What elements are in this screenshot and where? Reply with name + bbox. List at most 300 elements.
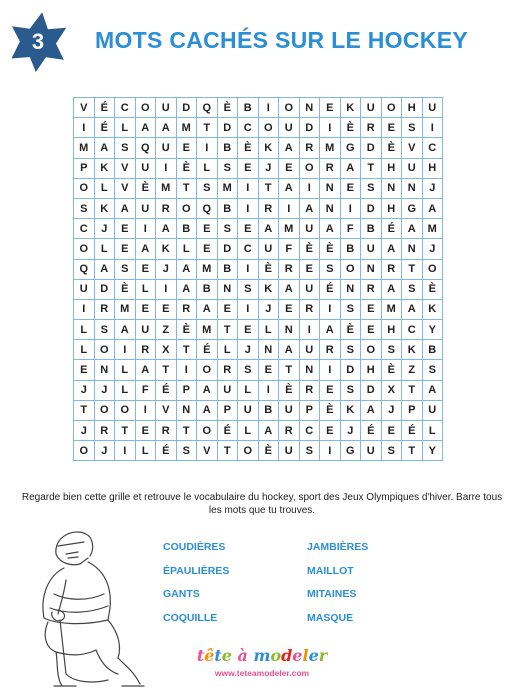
grid-cell[interactable]: I	[238, 299, 259, 319]
grid-cell[interactable]: Y	[422, 320, 443, 340]
grid-cell[interactable]: I	[115, 441, 136, 461]
grid-cell[interactable]: R	[94, 421, 115, 441]
grid-cell[interactable]: P	[217, 400, 238, 420]
grid-cell[interactable]: O	[238, 441, 259, 461]
grid-cell[interactable]: A	[135, 118, 156, 138]
grid-cell[interactable]: I	[115, 340, 136, 360]
grid-cell[interactable]: O	[74, 178, 95, 198]
grid-cell[interactable]: B	[422, 340, 443, 360]
grid-cell[interactable]: X	[156, 340, 177, 360]
grid-cell[interactable]: U	[156, 98, 177, 118]
grid-cell[interactable]: I	[135, 400, 156, 420]
grid-cell[interactable]: S	[381, 340, 402, 360]
grid-cell[interactable]: C	[402, 320, 423, 340]
grid-cell[interactable]: E	[381, 118, 402, 138]
grid-cell[interactable]: L	[258, 320, 279, 340]
grid-cell[interactable]: O	[197, 360, 218, 380]
grid-cell[interactable]: I	[74, 118, 95, 138]
grid-cell[interactable]: A	[258, 421, 279, 441]
grid-cell[interactable]: I	[156, 158, 177, 178]
grid-cell[interactable]: C	[74, 219, 95, 239]
grid-cell[interactable]: E	[320, 98, 341, 118]
grid-cell[interactable]: E	[320, 421, 341, 441]
grid-cell[interactable]: J	[94, 441, 115, 461]
grid-cell[interactable]: È	[381, 360, 402, 380]
grid-cell[interactable]: E	[135, 421, 156, 441]
grid-cell[interactable]: P	[402, 400, 423, 420]
grid-cell[interactable]: L	[115, 360, 136, 380]
grid-cell[interactable]: L	[115, 380, 136, 400]
grid-cell[interactable]: B	[197, 279, 218, 299]
grid-cell[interactable]: A	[115, 320, 136, 340]
grid-cell[interactable]: A	[381, 279, 402, 299]
grid-cell[interactable]: L	[74, 340, 95, 360]
grid-cell[interactable]: É	[320, 279, 341, 299]
grid-cell[interactable]: E	[320, 380, 341, 400]
grid-cell[interactable]: A	[320, 320, 341, 340]
grid-cell[interactable]: B	[361, 219, 382, 239]
grid-cell[interactable]: B	[217, 138, 238, 158]
grid-cell[interactable]: E	[135, 299, 156, 319]
grid-cell[interactable]: T	[176, 178, 197, 198]
grid-cell[interactable]: J	[381, 400, 402, 420]
grid-cell[interactable]: O	[115, 400, 136, 420]
grid-cell[interactable]: U	[422, 98, 443, 118]
grid-cell[interactable]: S	[176, 441, 197, 461]
grid-cell[interactable]: L	[135, 441, 156, 461]
grid-cell[interactable]: I	[422, 118, 443, 138]
grid-cell[interactable]: R	[299, 299, 320, 319]
grid-cell[interactable]: N	[217, 279, 238, 299]
grid-cell[interactable]: N	[381, 178, 402, 198]
grid-cell[interactable]: O	[422, 259, 443, 279]
grid-cell[interactable]: R	[361, 279, 382, 299]
grid-cell[interactable]: I	[320, 118, 341, 138]
grid-cell[interactable]: M	[74, 138, 95, 158]
grid-cell[interactable]: L	[74, 320, 95, 340]
grid-cell[interactable]: D	[299, 118, 320, 138]
grid-cell[interactable]: M	[279, 219, 300, 239]
grid-cell[interactable]: B	[217, 198, 238, 218]
grid-cell[interactable]: U	[279, 118, 300, 138]
grid-cell[interactable]: S	[197, 178, 218, 198]
grid-cell[interactable]: R	[320, 158, 341, 178]
grid-cell[interactable]: A	[279, 178, 300, 198]
grid-cell[interactable]: A	[156, 118, 177, 138]
grid-cell[interactable]: T	[74, 400, 95, 420]
grid-cell[interactable]: E	[238, 158, 259, 178]
grid-cell[interactable]: E	[238, 219, 259, 239]
grid-cell[interactable]: K	[258, 138, 279, 158]
grid-cell[interactable]: Y	[422, 441, 443, 461]
grid-cell[interactable]: É	[94, 98, 115, 118]
grid-cell[interactable]: G	[402, 198, 423, 218]
grid-cell[interactable]: I	[299, 320, 320, 340]
grid-cell[interactable]: A	[422, 380, 443, 400]
grid-cell[interactable]: É	[217, 421, 238, 441]
grid-cell[interactable]: I	[320, 441, 341, 461]
grid-cell[interactable]: J	[422, 178, 443, 198]
grid-cell[interactable]: T	[115, 421, 136, 441]
grid-cell[interactable]: A	[197, 299, 218, 319]
grid-cell[interactable]: T	[156, 360, 177, 380]
grid-cell[interactable]: U	[279, 441, 300, 461]
grid-cell[interactable]: H	[422, 158, 443, 178]
grid-cell[interactable]: V	[74, 98, 95, 118]
grid-cell[interactable]: T	[402, 259, 423, 279]
grid-cell[interactable]: S	[402, 279, 423, 299]
grid-cell[interactable]: N	[299, 98, 320, 118]
grid-cell[interactable]: R	[258, 198, 279, 218]
grid-cell[interactable]: J	[94, 219, 115, 239]
grid-cell[interactable]: È	[176, 158, 197, 178]
grid-cell[interactable]: È	[299, 239, 320, 259]
grid-cell[interactable]: N	[320, 178, 341, 198]
grid-cell[interactable]: U	[279, 400, 300, 420]
grid-cell[interactable]: J	[258, 158, 279, 178]
grid-cell[interactable]: H	[381, 198, 402, 218]
grid-cell[interactable]: M	[115, 299, 136, 319]
grid-cell[interactable]: E	[197, 239, 218, 259]
grid-cell[interactable]: T	[197, 118, 218, 138]
grid-cell[interactable]: E	[340, 178, 361, 198]
grid-cell[interactable]: N	[279, 320, 300, 340]
grid-cell[interactable]: I	[197, 138, 218, 158]
grid-cell[interactable]: U	[135, 158, 156, 178]
grid-cell[interactable]: É	[197, 340, 218, 360]
grid-cell[interactable]: S	[340, 340, 361, 360]
grid-cell[interactable]: É	[156, 380, 177, 400]
grid-cell[interactable]: R	[176, 299, 197, 319]
grid-cell[interactable]: Z	[156, 320, 177, 340]
grid-cell[interactable]: È	[381, 138, 402, 158]
grid-cell[interactable]: E	[279, 299, 300, 319]
grid-cell[interactable]: R	[381, 259, 402, 279]
grid-cell[interactable]: E	[361, 320, 382, 340]
grid-cell[interactable]: L	[94, 239, 115, 259]
grid-cell[interactable]: Q	[74, 259, 95, 279]
grid-cell[interactable]: A	[279, 340, 300, 360]
grid-cell[interactable]: D	[217, 239, 238, 259]
grid-cell[interactable]: E	[238, 320, 259, 340]
grid-cell[interactable]: V	[197, 441, 218, 461]
grid-cell[interactable]: É	[94, 118, 115, 138]
grid-cell[interactable]: È	[320, 239, 341, 259]
grid-cell[interactable]: A	[135, 239, 156, 259]
grid-cell[interactable]: R	[279, 259, 300, 279]
grid-cell[interactable]: U	[422, 400, 443, 420]
grid-cell[interactable]: A	[340, 158, 361, 178]
grid-cell[interactable]: V	[156, 400, 177, 420]
grid-cell[interactable]: T	[176, 421, 197, 441]
grid-cell[interactable]: G	[340, 441, 361, 461]
grid-cell[interactable]: E	[115, 239, 136, 259]
grid-cell[interactable]: A	[94, 259, 115, 279]
grid-cell[interactable]: É	[402, 421, 423, 441]
grid-cell[interactable]: K	[340, 400, 361, 420]
grid-cell[interactable]: S	[74, 198, 95, 218]
grid-cell[interactable]: I	[320, 360, 341, 380]
grid-cell[interactable]: C	[422, 138, 443, 158]
grid-cell[interactable]: S	[217, 219, 238, 239]
grid-cell[interactable]: D	[94, 279, 115, 299]
grid-cell[interactable]: I	[238, 259, 259, 279]
grid-cell[interactable]: N	[340, 279, 361, 299]
grid-cell[interactable]: T	[361, 158, 382, 178]
grid-cell[interactable]: È	[258, 259, 279, 279]
grid-cell[interactable]: O	[340, 259, 361, 279]
grid-cell[interactable]: I	[238, 178, 259, 198]
grid-cell[interactable]: R	[361, 118, 382, 138]
grid-cell[interactable]: A	[320, 219, 341, 239]
grid-cell[interactable]: I	[340, 198, 361, 218]
grid-cell[interactable]: O	[258, 118, 279, 138]
grid-cell[interactable]: È	[340, 320, 361, 340]
grid-cell[interactable]: È	[340, 118, 361, 138]
grid-cell[interactable]: N	[299, 360, 320, 380]
grid-cell[interactable]: A	[176, 259, 197, 279]
grid-cell[interactable]: N	[320, 198, 341, 218]
grid-cell[interactable]: O	[299, 158, 320, 178]
grid-cell[interactable]: B	[238, 98, 259, 118]
grid-cell[interactable]: N	[176, 400, 197, 420]
grid-cell[interactable]: R	[320, 340, 341, 360]
grid-cell[interactable]: L	[238, 421, 259, 441]
grid-cell[interactable]: D	[176, 98, 197, 118]
grid-cell[interactable]: U	[299, 219, 320, 239]
grid-cell[interactable]: O	[135, 98, 156, 118]
grid-cell[interactable]: S	[381, 441, 402, 461]
grid-cell[interactable]: Z	[402, 360, 423, 380]
grid-cell[interactable]: L	[176, 239, 197, 259]
grid-cell[interactable]: O	[74, 239, 95, 259]
grid-cell[interactable]: A	[279, 138, 300, 158]
grid-cell[interactable]: O	[74, 441, 95, 461]
grid-cell[interactable]: É	[381, 219, 402, 239]
grid-cell[interactable]: L	[422, 421, 443, 441]
grid-cell[interactable]: N	[94, 360, 115, 380]
grid-cell[interactable]: È	[135, 178, 156, 198]
grid-cell[interactable]: B	[217, 259, 238, 279]
grid-cell[interactable]: H	[381, 320, 402, 340]
grid-cell[interactable]: C	[115, 98, 136, 118]
grid-cell[interactable]: A	[299, 198, 320, 218]
grid-cell[interactable]: A	[422, 198, 443, 218]
grid-cell[interactable]: M	[320, 138, 341, 158]
grid-cell[interactable]: S	[238, 360, 259, 380]
grid-cell[interactable]: U	[156, 138, 177, 158]
grid-cell[interactable]: O	[279, 98, 300, 118]
grid-cell[interactable]: T	[217, 320, 238, 340]
grid-cell[interactable]: È	[176, 320, 197, 340]
grid-cell[interactable]: K	[94, 158, 115, 178]
grid-cell[interactable]: Q	[197, 198, 218, 218]
grid-cell[interactable]: R	[94, 299, 115, 319]
grid-cell[interactable]: H	[381, 158, 402, 178]
grid-cell[interactable]: A	[197, 400, 218, 420]
grid-cell[interactable]: O	[361, 340, 382, 360]
grid-cell[interactable]: É	[361, 421, 382, 441]
grid-cell[interactable]: È	[217, 98, 238, 118]
grid-cell[interactable]: È	[320, 400, 341, 420]
grid-cell[interactable]: V	[115, 178, 136, 198]
grid-cell[interactable]: I	[156, 279, 177, 299]
grid-cell[interactable]: K	[156, 239, 177, 259]
grid-cell[interactable]: B	[340, 239, 361, 259]
grid-cell[interactable]: A	[115, 198, 136, 218]
grid-cell[interactable]: L	[197, 158, 218, 178]
grid-cell[interactable]: P	[299, 400, 320, 420]
grid-cell[interactable]: N	[402, 239, 423, 259]
grid-cell[interactable]: K	[340, 98, 361, 118]
grid-cell[interactable]: L	[238, 380, 259, 400]
grid-cell[interactable]: S	[361, 178, 382, 198]
grid-cell[interactable]: A	[156, 219, 177, 239]
grid-cell[interactable]: U	[299, 340, 320, 360]
grid-cell[interactable]: I	[299, 178, 320, 198]
site-url[interactable]: www.teteamodeler.com	[214, 668, 310, 678]
grid-cell[interactable]: O	[197, 421, 218, 441]
grid-cell[interactable]: U	[217, 380, 238, 400]
grid-cell[interactable]: A	[135, 360, 156, 380]
grid-cell[interactable]: M	[197, 259, 218, 279]
grid-cell[interactable]: M	[422, 219, 443, 239]
grid-cell[interactable]: F	[135, 380, 156, 400]
grid-cell[interactable]: C	[238, 118, 259, 138]
grid-cell[interactable]: D	[361, 138, 382, 158]
grid-cell[interactable]: S	[320, 259, 341, 279]
grid-cell[interactable]: R	[156, 198, 177, 218]
grid-cell[interactable]: N	[258, 340, 279, 360]
grid-cell[interactable]: O	[381, 98, 402, 118]
grid-cell[interactable]: T	[402, 441, 423, 461]
grid-cell[interactable]: O	[94, 340, 115, 360]
grid-cell[interactable]: X	[381, 380, 402, 400]
grid-cell[interactable]: N	[361, 259, 382, 279]
grid-cell[interactable]: P	[74, 158, 95, 178]
grid-cell[interactable]: E	[197, 219, 218, 239]
grid-cell[interactable]: A	[197, 380, 218, 400]
grid-cell[interactable]: K	[94, 198, 115, 218]
grid-cell[interactable]: È	[115, 279, 136, 299]
grid-cell[interactable]: A	[176, 279, 197, 299]
grid-cell[interactable]: S	[340, 299, 361, 319]
grid-cell[interactable]: U	[74, 279, 95, 299]
grid-cell[interactable]: Q	[135, 138, 156, 158]
grid-cell[interactable]: U	[258, 239, 279, 259]
grid-cell[interactable]: I	[279, 198, 300, 218]
grid-cell[interactable]: J	[94, 380, 115, 400]
grid-cell[interactable]: R	[156, 421, 177, 441]
grid-cell[interactable]: D	[361, 198, 382, 218]
grid-cell[interactable]: F	[340, 219, 361, 239]
grid-cell[interactable]: L	[135, 279, 156, 299]
grid-cell[interactable]: L	[115, 118, 136, 138]
grid-cell[interactable]: O	[176, 198, 197, 218]
grid-cell[interactable]: C	[299, 421, 320, 441]
grid-cell[interactable]: D	[340, 360, 361, 380]
grid-cell[interactable]: S	[115, 138, 136, 158]
grid-cell[interactable]: U	[135, 320, 156, 340]
grid-cell[interactable]: J	[340, 421, 361, 441]
grid-cell[interactable]: L	[94, 178, 115, 198]
grid-cell[interactable]: B	[258, 400, 279, 420]
grid-cell[interactable]: T	[217, 441, 238, 461]
grid-cell[interactable]: R	[279, 421, 300, 441]
grid-cell[interactable]: R	[299, 380, 320, 400]
grid-cell[interactable]: I	[258, 98, 279, 118]
grid-cell[interactable]: U	[361, 239, 382, 259]
grid-cell[interactable]: L	[217, 340, 238, 360]
grid-cell[interactable]: E	[217, 299, 238, 319]
grid-cell[interactable]: A	[279, 279, 300, 299]
grid-cell[interactable]: È	[422, 279, 443, 299]
grid-cell[interactable]: M	[217, 178, 238, 198]
grid-cell[interactable]: A	[402, 219, 423, 239]
grid-cell[interactable]: K	[422, 299, 443, 319]
grid-cell[interactable]: É	[156, 441, 177, 461]
grid-cell[interactable]: N	[402, 178, 423, 198]
grid-cell[interactable]: U	[361, 98, 382, 118]
grid-cell[interactable]: R	[217, 360, 238, 380]
grid-cell[interactable]: H	[402, 98, 423, 118]
grid-cell[interactable]: U	[299, 279, 320, 299]
grid-cell[interactable]: J	[422, 239, 443, 259]
grid-cell[interactable]: I	[176, 360, 197, 380]
grid-cell[interactable]: E	[156, 299, 177, 319]
grid-cell[interactable]: T	[176, 340, 197, 360]
grid-cell[interactable]: M	[381, 299, 402, 319]
grid-cell[interactable]: J	[238, 340, 259, 360]
grid-cell[interactable]: T	[279, 360, 300, 380]
grid-cell[interactable]: E	[299, 259, 320, 279]
grid-cell[interactable]: A	[258, 219, 279, 239]
grid-cell[interactable]: M	[176, 118, 197, 138]
grid-cell[interactable]: V	[115, 158, 136, 178]
grid-cell[interactable]: S	[422, 360, 443, 380]
grid-cell[interactable]: M	[156, 178, 177, 198]
grid-cell[interactable]: Q	[197, 98, 218, 118]
grid-cell[interactable]: J	[74, 421, 95, 441]
grid-cell[interactable]: A	[402, 299, 423, 319]
grid-cell[interactable]: M	[197, 320, 218, 340]
grid-cell[interactable]: P	[176, 380, 197, 400]
grid-cell[interactable]: I	[74, 299, 95, 319]
grid-cell[interactable]: F	[279, 239, 300, 259]
grid-cell[interactable]: S	[402, 118, 423, 138]
grid-cell[interactable]: U	[238, 400, 259, 420]
grid-cell[interactable]: È	[279, 380, 300, 400]
grid-cell[interactable]: A	[94, 138, 115, 158]
grid-cell[interactable]: E	[279, 158, 300, 178]
grid-cell[interactable]: I	[320, 299, 341, 319]
grid-cell[interactable]: U	[402, 158, 423, 178]
grid-cell[interactable]: E	[381, 421, 402, 441]
grid-cell[interactable]: S	[340, 380, 361, 400]
grid-cell[interactable]: E	[74, 360, 95, 380]
grid-cell[interactable]: S	[217, 158, 238, 178]
grid-cell[interactable]: È	[238, 138, 259, 158]
grid-cell[interactable]: J	[258, 299, 279, 319]
grid-cell[interactable]: U	[135, 198, 156, 218]
grid-cell[interactable]: E	[176, 138, 197, 158]
grid-cell[interactable]: E	[135, 259, 156, 279]
grid-cell[interactable]: E	[361, 299, 382, 319]
grid-cell[interactable]: D	[217, 118, 238, 138]
grid-cell[interactable]: R	[299, 138, 320, 158]
grid-cell[interactable]: T	[402, 380, 423, 400]
grid-cell[interactable]: S	[238, 279, 259, 299]
